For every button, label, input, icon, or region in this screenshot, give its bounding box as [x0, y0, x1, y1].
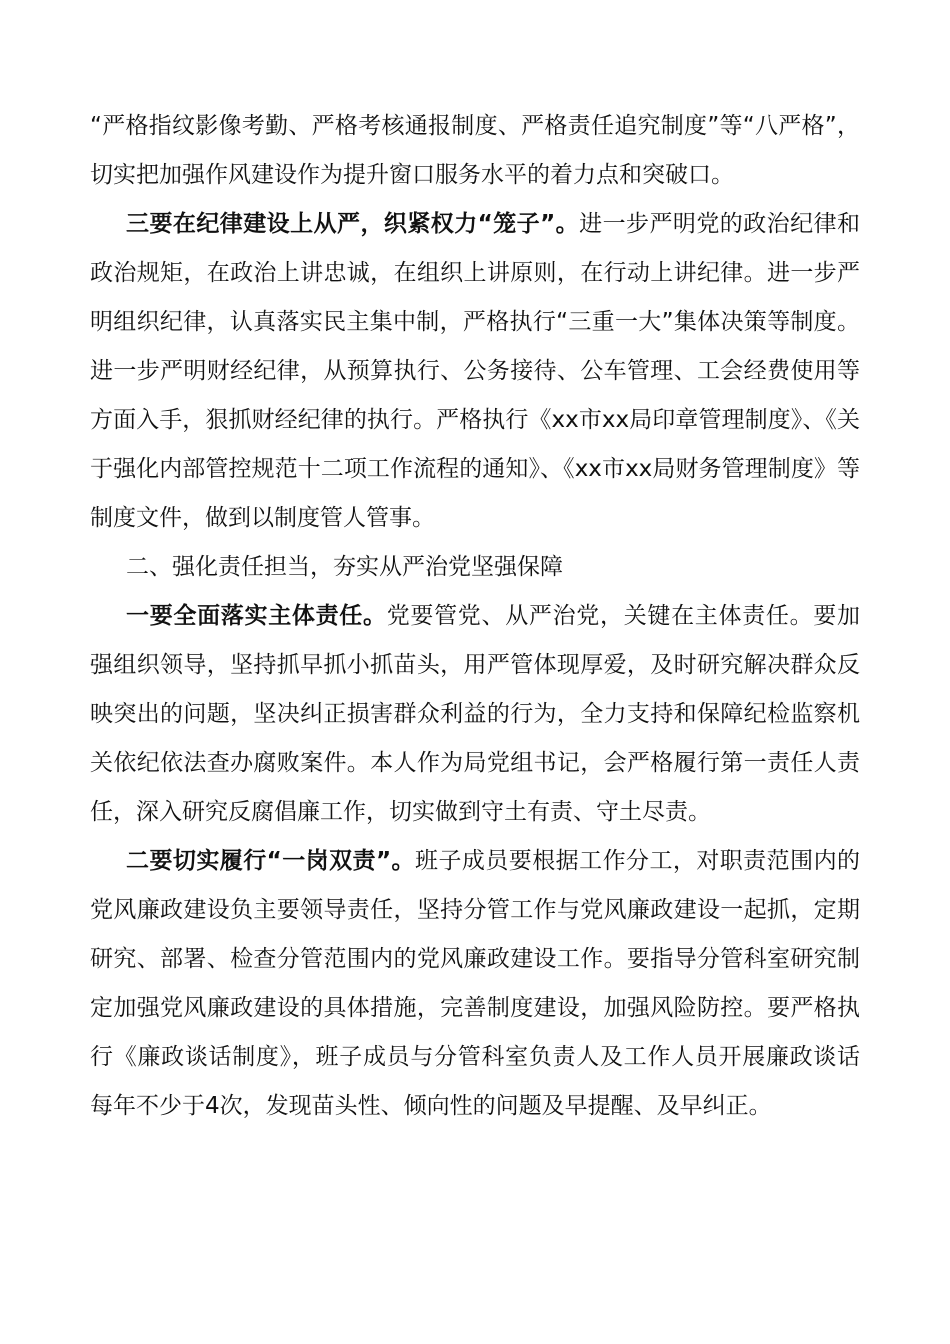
section-heading	[90, 543, 860, 592]
section-heading-text: 二、强化责任担当，夯实从严治党坚强保障	[126, 554, 563, 580]
paragraph-dual-duty	[90, 837, 860, 1131]
paragraph-continuation	[90, 102, 860, 200]
paragraph-main-responsibility	[90, 592, 860, 837]
paragraph-discipline	[90, 200, 860, 543]
paragraph-heading: 三要在纪律建设上从严，织紧权力“笼子”。	[126, 211, 580, 237]
paragraph-heading: 一要全面落实主体责任。	[126, 603, 387, 629]
paragraph-text: “严格指纹影像考勤、严格考核通报制度、严格责任追究制度”等“八严格”，切实把加强作风建设作为提升窗口服务水平的着力点和突破口。	[90, 113, 860, 188]
paragraph-heading: 二要切实履行“一岗双责”。	[126, 848, 416, 874]
document-page	[90, 102, 860, 1131]
paragraph-text: 班子成员要根据工作分工，对职责范围内的党风廉政建设负主要领导责任，坚持分管工作与党风廉政建设一起抓，定期研究、部署、检查分管范围内的党风廉政建设工作。要指导分管科室研究制定加强党风廉政建设的具体措施，完善制度建设，加强风险防控。要严格执行《廉政谈话制度》，班子成员与分管科室负责人及工作人员开展廉政谈话每年不少于4次，发现苗头性、倾向性的问题及早提醒、及早纠正。	[90, 848, 861, 1119]
paragraph-text: 进一步严明党的政治纪律和政治规矩，在政治上讲忠诚，在组织上讲原则，在行动上讲纪律。进一步严明组织纪律，认真落实民主集中制，严格执行“三重一大”集体决策等制度。进一步严明财经纪律，从预算执行、公务接待、公车管理、工会经费使用等方面入手，狠抓财经纪律的执行。严格执行《xx市xx局印章管理制度》、《关于强化内部管控规范十二项工作流程的通知》、《xx市xx局财务管理制度》等制度文件，做到以制度管人管事。	[90, 211, 861, 531]
paragraph-text: 党要管党、从严治党，关键在主体责任。要加强组织领导，坚持抓早抓小抓苗头，用严管体现厚爱，及时研究解决群众反映突出的问题，坚决纠正损害群众利益的行为，全力支持和保障纪检监察机关依纪依法查办腐败案件。本人作为局党组书记，会严格履行第一责任人责任，深入研究反腐倡廉工作，切实做到守土有责、守土尽责。	[90, 603, 861, 825]
